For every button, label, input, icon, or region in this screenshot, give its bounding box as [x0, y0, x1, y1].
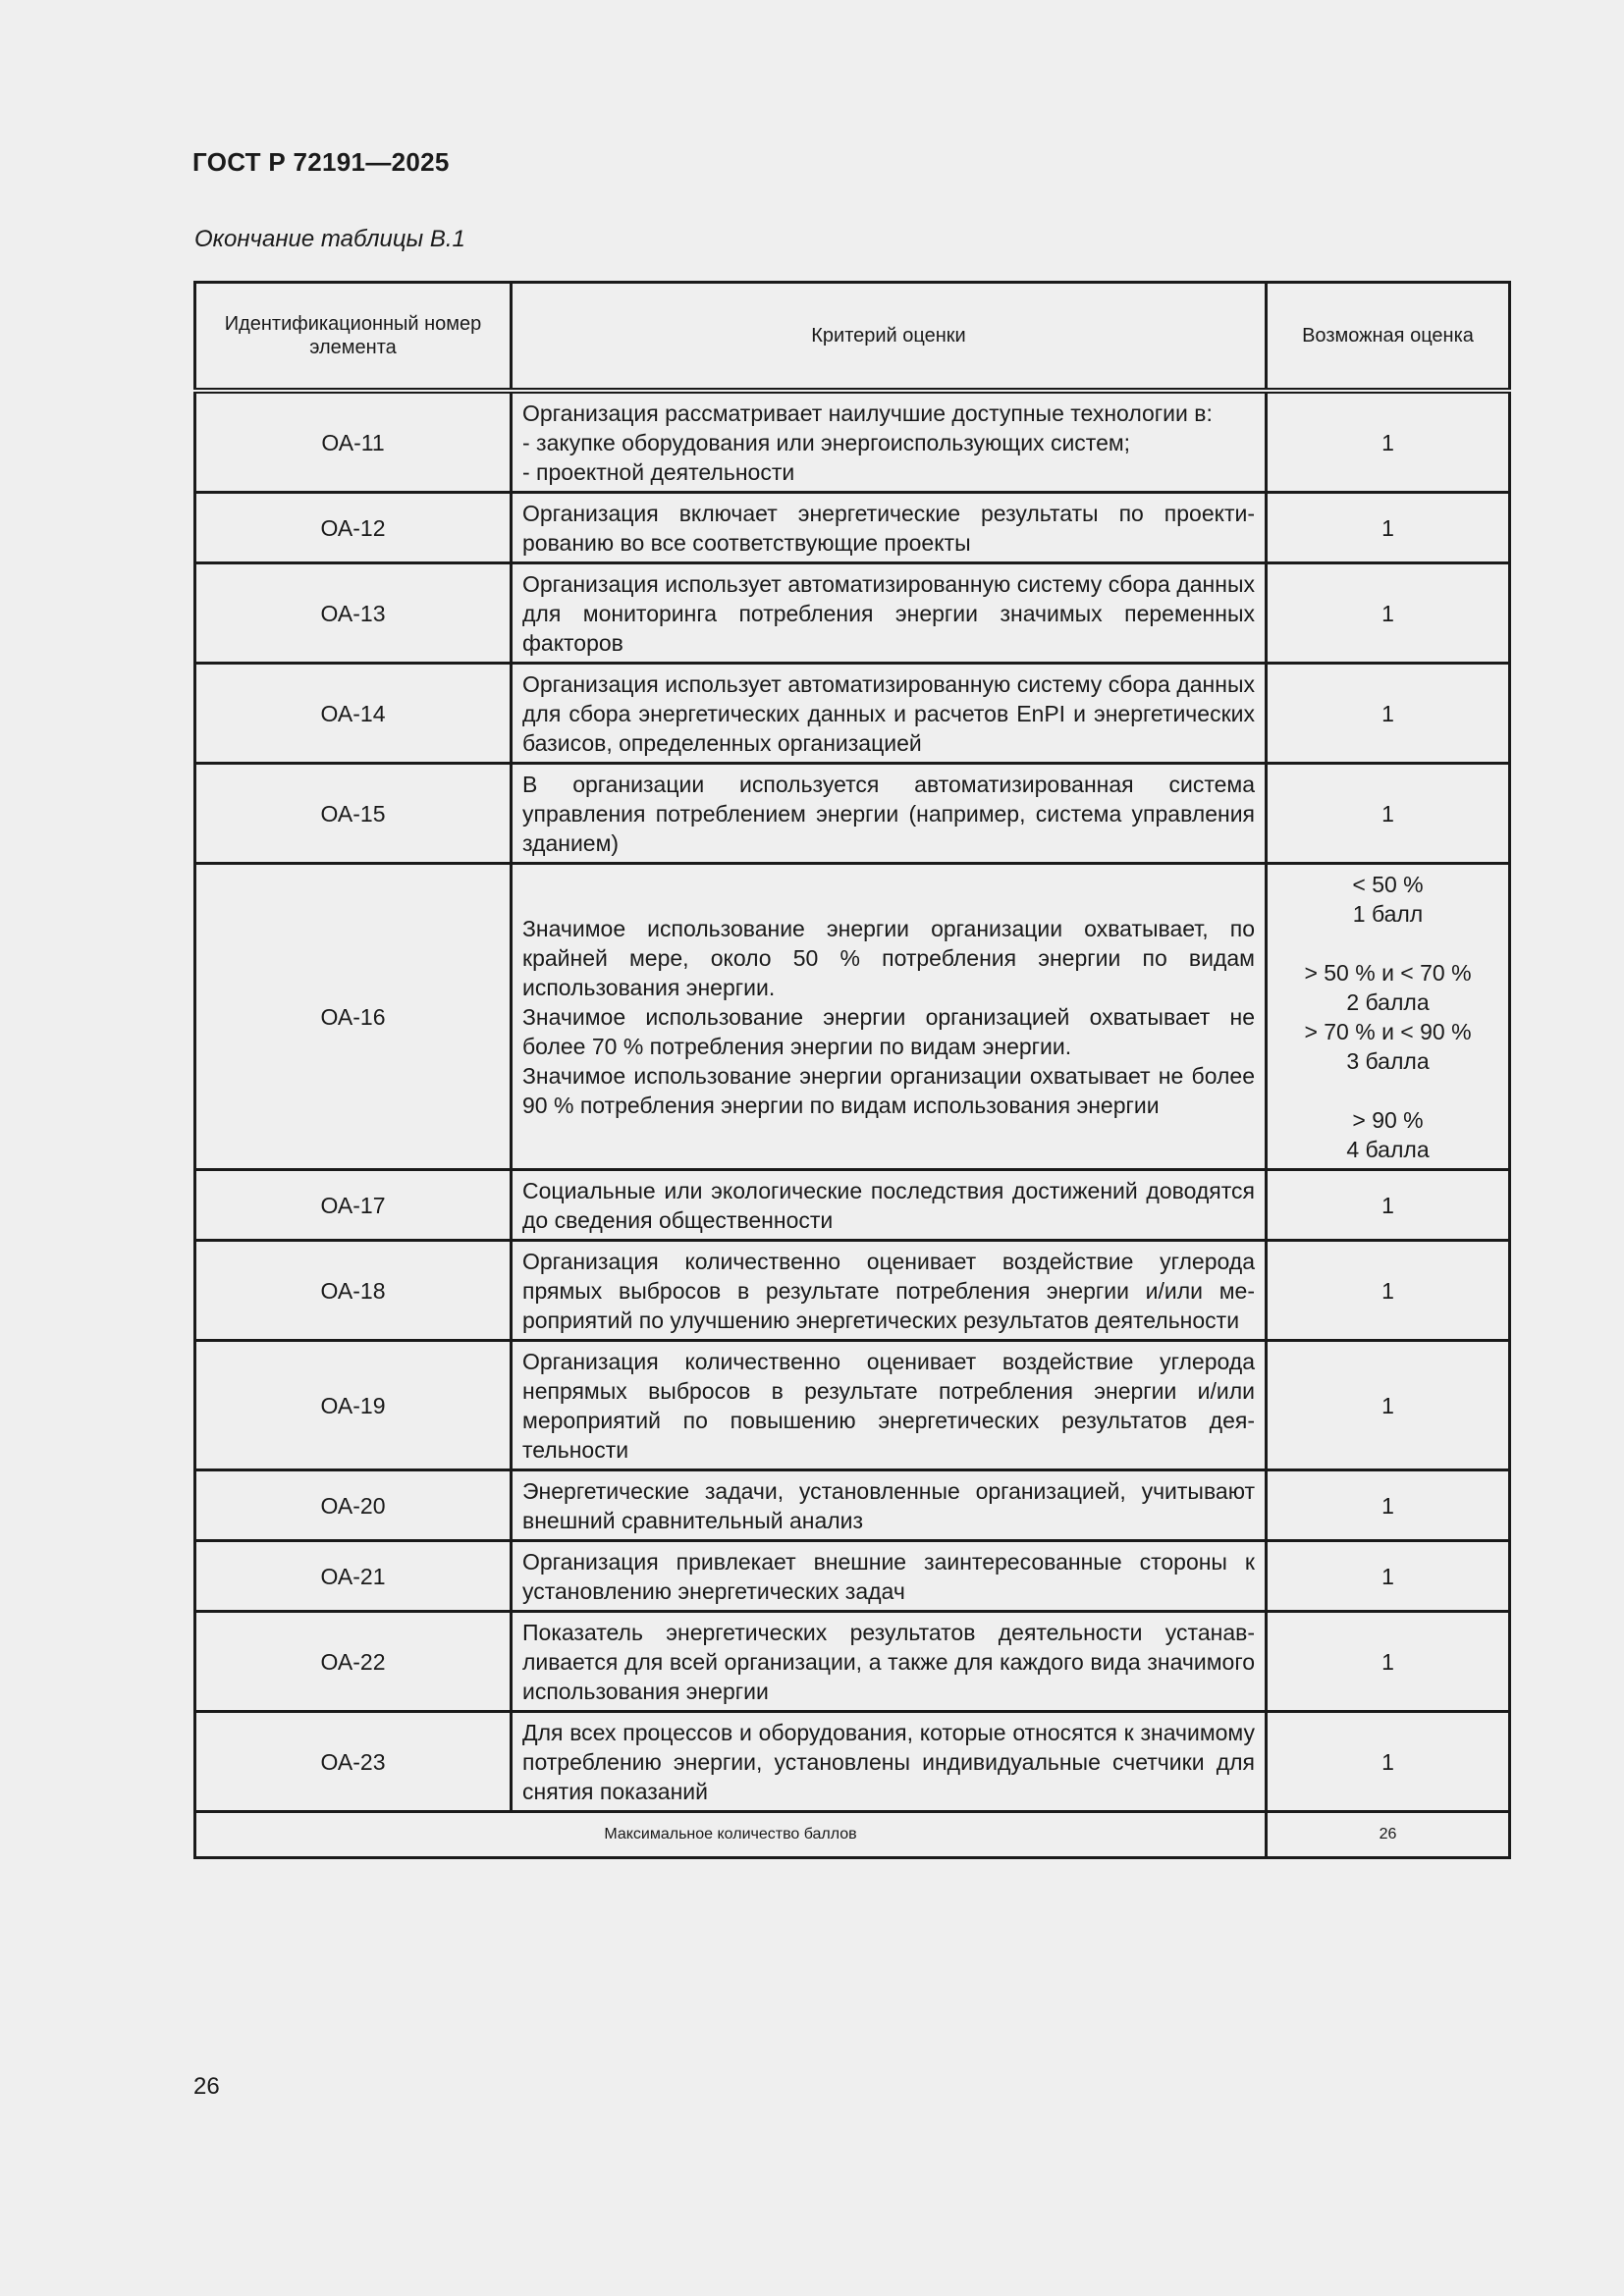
score-cell	[1267, 493, 1510, 563]
table-body	[195, 391, 1510, 1812]
criterion-text: Организация использует автоматизированную систему сбора данных для сбора энергетических данных и расчетов EnPI и энергетических базисов, определенных организацией	[522, 671, 1255, 756]
score-cell	[1267, 1170, 1510, 1241]
score-text: 1	[1381, 601, 1394, 626]
criterion-text: - проектной деятельности	[522, 459, 795, 485]
table-caption: Окончание таблицы В.1	[194, 226, 465, 252]
table-row	[195, 1341, 1510, 1470]
table-row	[195, 493, 1510, 563]
table-row	[195, 563, 1510, 664]
criterion-text: Энергетические задачи, установленные организацией, учитывают внешний сравнительный анализ	[522, 1478, 1255, 1533]
column-header-criterion: Критерий оценки	[512, 283, 1267, 392]
page-number: 26	[193, 2073, 220, 2100]
criterion-text: Организация количественно оценивает воздействие углерода непрямых выбросов в результате потребления энергии и/или мероприятий по повышению энергетических результатов деятельности	[522, 1349, 1255, 1463]
score-text: 1	[1381, 1649, 1394, 1675]
criterion-cell	[512, 664, 1267, 764]
score-text: 1	[1381, 515, 1394, 541]
table-row	[195, 391, 1510, 493]
criterion-cell	[512, 1541, 1267, 1612]
score-cell	[1267, 864, 1510, 1170]
element-id-cell: ОА-23	[195, 1712, 512, 1812]
score-text: 1	[1381, 1193, 1394, 1218]
score-text: < 50 %	[1352, 872, 1424, 897]
score-cell	[1267, 664, 1510, 764]
criterion-text: В организации используется автоматизированная система управления потреблением энергии (например, система управления зданием)	[522, 772, 1255, 856]
criterion-cell	[512, 493, 1267, 563]
column-header-score: Возможная оценка	[1267, 283, 1510, 392]
criterion-cell	[512, 764, 1267, 864]
score-cell	[1267, 563, 1510, 664]
criteria-table-container	[193, 281, 1508, 1859]
score-cell	[1267, 1612, 1510, 1712]
criterion-cell	[512, 1341, 1267, 1470]
element-id-cell: ОА-15	[195, 764, 512, 864]
criterion-text: Значимое использование энергии организации охватывает не более 90 % потребления энергии по видам использования энергии	[522, 1063, 1255, 1118]
table-row	[195, 1712, 1510, 1812]
element-id-cell: ОА-19	[195, 1341, 512, 1470]
element-id-cell: ОА-14	[195, 664, 512, 764]
table-row	[195, 1470, 1510, 1541]
score-text: > 70 % и < 90 %	[1304, 1019, 1472, 1044]
score-cell	[1267, 1470, 1510, 1541]
criterion-text: Показатель энергетических результатов деятельности устанавливается для всей организации, а также для каждого вида значимого использования энергии	[522, 1620, 1255, 1704]
criterion-text: - закупке оборудования или энергоиспользующих систем;	[522, 430, 1131, 455]
criterion-cell	[512, 1612, 1267, 1712]
score-text: 1	[1381, 430, 1394, 455]
score-text: 1	[1381, 1493, 1394, 1519]
element-id-cell: ОА-21	[195, 1541, 512, 1612]
criterion-text: Организация количественно оценивает воздействие углерода прямых выбросов в результате потребления энергии и/или мероприятий по улучшению энергетических результатов деятельности	[522, 1249, 1255, 1333]
score-text: 3 балла	[1346, 1048, 1430, 1074]
score-text: 1	[1381, 701, 1394, 726]
score-text: 1	[1381, 1564, 1394, 1589]
element-id-cell: ОА-13	[195, 563, 512, 664]
table-row	[195, 1170, 1510, 1241]
criterion-text: Организация включает энергетические результаты по проектированию во все соответствующие проекты	[522, 501, 1255, 556]
criterion-cell	[512, 563, 1267, 664]
criterion-cell	[512, 391, 1267, 493]
table-row	[195, 1612, 1510, 1712]
score-text: 1 балл	[1352, 901, 1424, 927]
score-text: > 50 % и < 70 %	[1304, 960, 1472, 986]
total-label: Максимальное количество баллов	[195, 1812, 1267, 1858]
score-text: 4 балла	[1346, 1137, 1430, 1162]
criterion-cell	[512, 1241, 1267, 1341]
element-id-cell: ОА-16	[195, 864, 512, 1170]
criterion-cell	[512, 1712, 1267, 1812]
score-text	[1277, 929, 1498, 958]
table-row	[195, 1241, 1510, 1341]
document-id: ГОСТ Р 72191—2025	[192, 147, 450, 177]
element-id-cell: ОА-22	[195, 1612, 512, 1712]
table-row	[195, 664, 1510, 764]
element-id-cell: ОА-17	[195, 1170, 512, 1241]
score-cell	[1267, 1341, 1510, 1470]
table-row	[195, 764, 1510, 864]
criterion-text: Организация использует автоматизированную систему сбора данных для мониторинга потребления энергии значимых переменных факторов	[522, 571, 1255, 656]
score-text: 1	[1381, 801, 1394, 827]
total-value: 26	[1267, 1812, 1510, 1858]
table-header	[195, 283, 1510, 392]
criterion-text: Организация привлекает внешние заинтересованные стороны к установлению энергетических задач	[522, 1549, 1255, 1604]
criterion-text: Значимое использование энергии организацией охватывает не более 70 % потребления энергии по видам энергии.	[522, 1004, 1255, 1059]
criterion-text: Значимое использование энергии организации охватывает, по крайней мере, около 50 % потребления энергии по видам использования энергии.	[522, 916, 1255, 1000]
criterion-text: Социальные или экологические последствия достижений доводятся до сведения общественности	[522, 1178, 1255, 1233]
element-id-cell: ОА-12	[195, 493, 512, 563]
score-cell	[1267, 764, 1510, 864]
criterion-text: Для всех процессов и оборудования, которые относятся к значимому потреблению энергии, установлены индивидуальные счетчики для снятия показаний	[522, 1720, 1255, 1804]
score-text	[1277, 1076, 1498, 1105]
criterion-cell	[512, 1470, 1267, 1541]
table-row	[195, 1541, 1510, 1612]
criterion-cell	[512, 864, 1267, 1170]
score-cell	[1267, 1241, 1510, 1341]
score-text: 2 балла	[1346, 989, 1430, 1015]
score-text: > 90 %	[1352, 1107, 1424, 1133]
score-text: 1	[1381, 1278, 1394, 1304]
criteria-table	[193, 281, 1511, 1859]
header-row	[195, 283, 1510, 392]
score-cell	[1267, 1712, 1510, 1812]
column-header-id: Идентификационный номер элемента	[195, 283, 512, 392]
score-cell	[1267, 1541, 1510, 1612]
score-text: 1	[1381, 1393, 1394, 1418]
table-row	[195, 864, 1510, 1170]
criterion-cell	[512, 1170, 1267, 1241]
total-row	[195, 1812, 1510, 1858]
element-id-cell: ОА-11	[195, 391, 512, 493]
element-id-cell: ОА-18	[195, 1241, 512, 1341]
criterion-text: Организация рассматривает наилучшие доступные технологии в:	[522, 400, 1213, 426]
score-cell	[1267, 391, 1510, 493]
score-text: 1	[1381, 1749, 1394, 1775]
element-id-cell: ОА-20	[195, 1470, 512, 1541]
